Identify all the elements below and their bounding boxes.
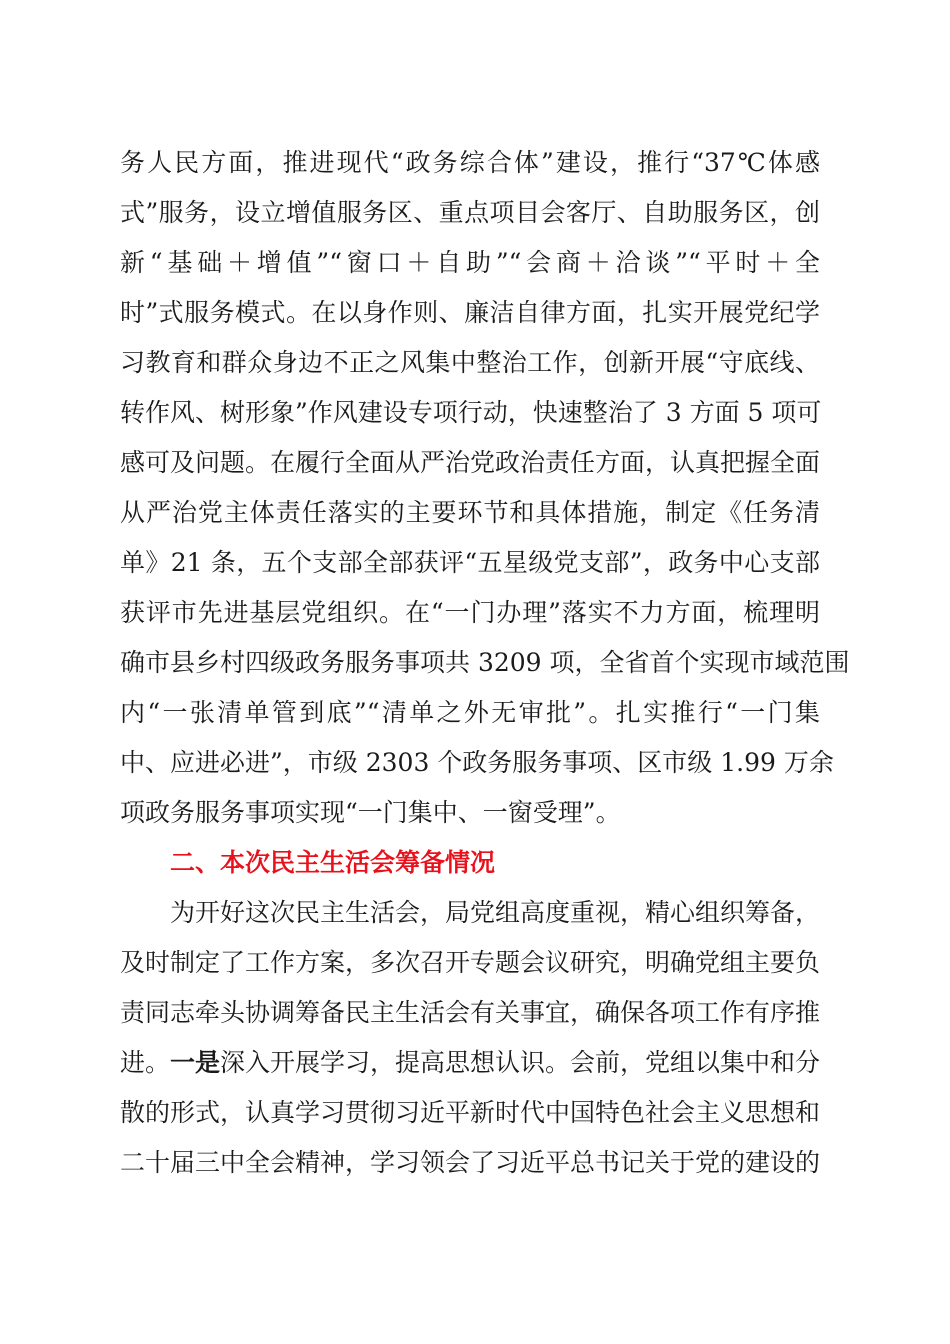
paragraph-line: [120, 1043, 820, 1083]
paragraph-line: 项政务服务事项实现“一门集中、一窗受理”。: [120, 798, 621, 827]
paragraph-line: 时”式服务模式。在以身作则、廉洁自律方面，扎实开展党纪学: [120, 298, 820, 327]
paragraph-line: 散的形式，认真学习贯彻习近平新时代中国特色社会主义思想和: [120, 1098, 821, 1127]
paragraph-line: 内“一张清单管到底”“清单之外无审批”。扎实推行“一门集: [120, 698, 820, 727]
paragraph-line: 获评市先进基层党组织。在“一门办理”落实不力方面，梳理明: [120, 598, 820, 627]
line-rest: 深入开展学习，提高思想认识。会前，党组以集中和分: [220, 1048, 821, 1077]
paragraph-line: 式”服务，设立增值服务区、重点项目会客厅、自助服务区，创: [120, 198, 820, 227]
paragraph-line: 感可及问题。在履行全面从严治党政治责任方面，认真把握全面: [120, 448, 821, 477]
paragraph-line: 及时制定了工作方案，多次召开专题会议研究，明确党组主要负: [120, 948, 821, 977]
paragraph-line: 转作风、树形象”作风建设专项行动，快速整治了 3 方面 5 项可: [120, 398, 822, 427]
paragraph-line: 责同志牵头协调筹备民主生活会有关事宜，确保各项工作有序推: [120, 998, 821, 1027]
paragraph-line: 务人民方面，推进现代“政务综合体”建设，推行“37℃体感: [120, 148, 820, 177]
bold-lead-text: 一是: [170, 1048, 221, 1077]
paragraph-line: 中、应进必进”，市级 2303 个政务服务事项、区市级 1.99 万余: [120, 748, 834, 777]
paragraph-line: 新“基础＋增值”“窗口＋自助”“会商＋洽谈”“平时＋全: [120, 248, 820, 277]
paragraph-line: 二十届三中全会精神，学习领会了习近平总书记关于党的建设的: [120, 1148, 821, 1177]
paragraph-line: 确市县乡村四级政务服务事项共 3209 项，全省首个实现市域范围: [120, 648, 850, 677]
paragraph-line: 单》21 条，五个支部全部获评“五星级党支部”，政务中心支部: [120, 548, 820, 577]
paragraph-line: 为开好这次民主生活会，局党组高度重视，精心组织筹备，: [170, 898, 821, 927]
paragraph-line: 从严治党主体责任落实的主要环节和具体措施，制定《任务清: [120, 498, 820, 527]
section-heading: 二、本次民主生活会筹备情况: [170, 848, 496, 877]
line-prefix: 进。: [120, 1048, 171, 1077]
paragraph-line: 习教育和群众身边不正之风集中整治工作，创新开展“守底线、: [120, 348, 820, 377]
